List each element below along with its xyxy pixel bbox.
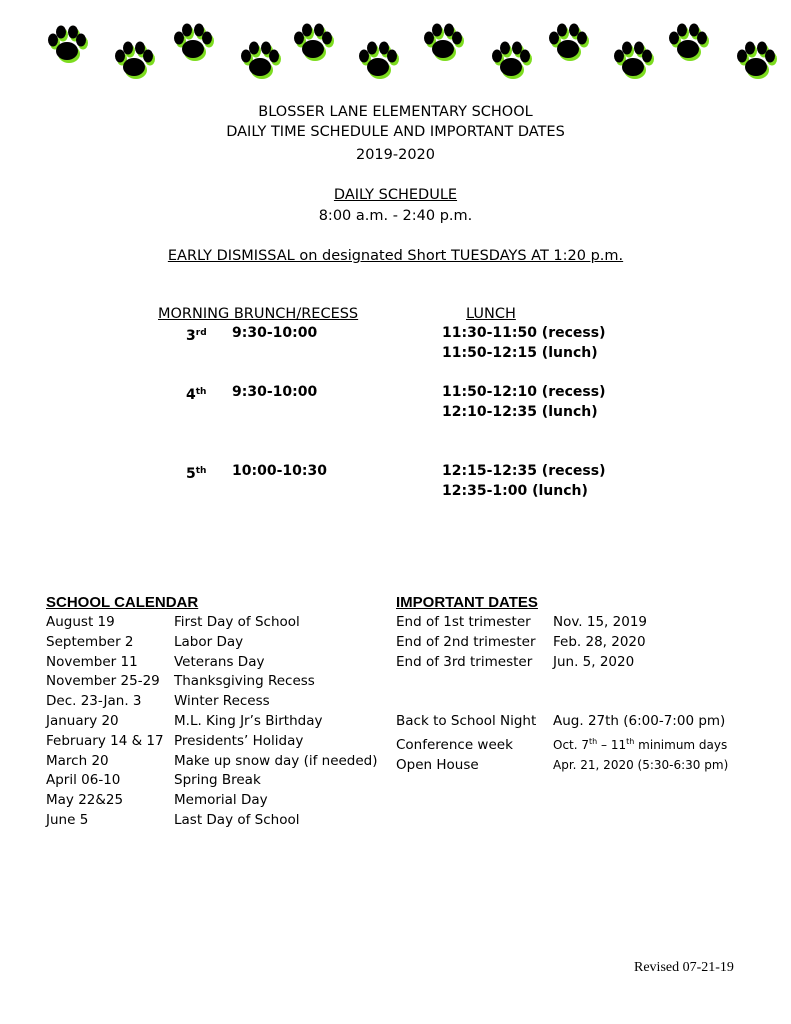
important-date-value: Aug. 27th (6:00-7:00 pm)	[553, 712, 726, 729]
important-date-value: Feb. 28, 2020	[553, 633, 646, 650]
calendar-date: February 14 & 17	[46, 732, 164, 749]
school-hours: 8:00 a.m. - 2:40 p.m.	[318, 208, 473, 224]
important-date-value: Apr. 21, 2020 (5:30-6:30 pm)	[553, 757, 729, 772]
important-date-label: Conference week	[396, 736, 513, 753]
paw-print-icon	[290, 22, 336, 62]
important-date-label: Back to School Night	[396, 712, 537, 729]
lunch-time: 12:10-12:35 (lunch)	[442, 404, 598, 420]
calendar-event: M.L. King Jr’s Birthday	[174, 712, 323, 729]
important-date-label: End of 2nd trimester	[396, 633, 536, 650]
paw-print-icon	[545, 22, 591, 62]
calendar-row	[46, 633, 378, 653]
paw-print-icon	[610, 40, 656, 80]
calendar-date: Dec. 23-Jan. 3	[46, 693, 142, 710]
grade-label: 3rd	[186, 328, 207, 344]
lunch-heading: LUNCH	[466, 306, 516, 322]
calendar-date: March 20	[46, 752, 109, 769]
lunch-recess-time: 11:30-11:50 (recess)	[442, 325, 606, 341]
paw-print-icon	[44, 24, 90, 64]
important-date-row	[396, 712, 728, 732]
calendar-date: April 06-10	[46, 772, 121, 789]
paw-print-icon	[111, 40, 157, 80]
paw-print-icon	[420, 22, 466, 62]
important-date-row	[396, 653, 728, 673]
calendar-row	[46, 613, 378, 633]
important-date-label: End of 3rd trimester	[396, 653, 533, 670]
calendar-row	[46, 692, 378, 712]
important-date-value: Oct. 7th – 11th minimum days	[553, 736, 728, 752]
calendar-event: Thanksgiving Recess	[174, 673, 315, 690]
calendar-event: First Day of School	[174, 614, 300, 630]
important-date-label: Open House	[396, 756, 479, 773]
calendar-row	[46, 752, 378, 772]
paw-print-icon	[170, 22, 216, 62]
important-date-row	[396, 613, 728, 633]
calendar-date: August 19	[46, 614, 115, 630]
important-date-row	[396, 672, 728, 692]
calendar-event: Veterans Day	[174, 653, 265, 670]
brunch-heading: MORNING BRUNCH/RECESS	[158, 306, 359, 322]
calendar-event: Last Day of School	[174, 811, 300, 828]
calendar-row	[46, 791, 378, 811]
calendar-date: September 2	[46, 633, 134, 650]
lunch-recess-time: 11:50-12:10 (recess)	[442, 384, 606, 400]
calendar-date: June 5	[46, 811, 89, 828]
school-calendar-list	[46, 613, 378, 831]
calendar-date: January 20	[46, 712, 119, 729]
lunch-time: 11:50-12:15 (lunch)	[442, 345, 598, 361]
calendar-date: May 22&25	[46, 792, 124, 809]
daily-schedule-heading: DAILY SCHEDULE	[333, 187, 458, 203]
document-title: DAILY TIME SCHEDULE AND IMPORTANT DATES	[226, 124, 565, 140]
calendar-date: November 25-29	[46, 673, 160, 690]
school-name: BLOSSER LANE ELEMENTARY SCHOOL	[258, 104, 533, 120]
calendar-row	[46, 712, 378, 732]
calendar-row	[46, 771, 378, 791]
calendar-row	[46, 811, 378, 831]
calendar-event: Presidents’ Holiday	[174, 732, 304, 749]
calendar-row	[46, 653, 378, 673]
lunch-time: 12:35-1:00 (lunch)	[442, 483, 588, 499]
important-dates-list	[396, 613, 728, 775]
brunch-time: 9:30-10:00	[232, 384, 318, 400]
calendar-event: Spring Break	[174, 772, 261, 789]
calendar-event: Labor Day	[174, 633, 244, 650]
calendar-event: Memorial Day	[174, 792, 268, 809]
important-date-label: End of 1st trimester	[396, 614, 531, 630]
paw-print-icon	[488, 40, 534, 80]
important-date-row	[396, 692, 728, 712]
paw-print-icon	[355, 40, 401, 80]
important-date-row	[396, 732, 728, 756]
brunch-time: 10:00-10:30	[232, 463, 327, 479]
school-calendar-heading: SCHOOL CALENDAR	[46, 594, 199, 611]
paw-print-icon	[237, 40, 283, 80]
important-dates-heading: IMPORTANT DATES	[396, 594, 538, 611]
early-dismissal-note: EARLY DISMISSAL on designated Short TUESDAYS AT 1:20 p.m.	[167, 248, 624, 264]
important-date-value: Nov. 15, 2019	[553, 614, 647, 630]
calendar-event: Make up snow day (if needed)	[174, 752, 378, 769]
school-year: 2019-2020	[355, 147, 436, 163]
important-date-row	[396, 756, 728, 776]
lunch-recess-time: 12:15-12:35 (recess)	[442, 463, 606, 479]
grade-label: 5th	[186, 466, 207, 482]
paw-print-icon	[733, 40, 779, 80]
important-date-value: Jun. 5, 2020	[553, 653, 635, 670]
calendar-row	[46, 672, 378, 692]
calendar-date: November 11	[46, 653, 138, 670]
revised-date: Revised 07-21-19	[634, 960, 734, 975]
brunch-time: 9:30-10:00	[232, 325, 318, 341]
paw-print-icon	[665, 22, 711, 62]
calendar-event: Winter Recess	[174, 693, 270, 710]
grade-label: 4th	[186, 387, 207, 403]
calendar-row	[46, 732, 378, 752]
important-date-row	[396, 633, 728, 653]
